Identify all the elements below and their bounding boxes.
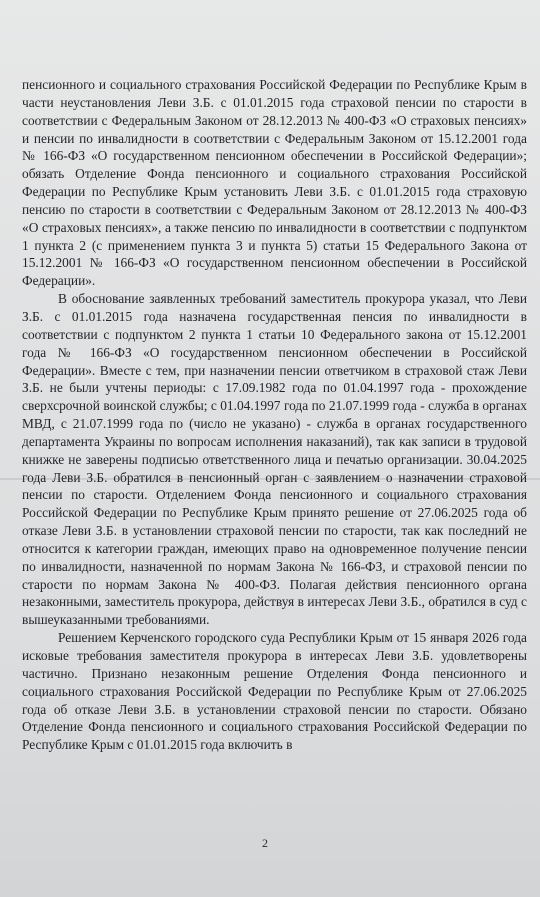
paragraph-continuation: пенсионного и социального страхования Российской Федерации по Республике Крым в части неустановления Леви З.Б. с 01.01.2015 года страховой пенсии по старости в соответствии с Федеральным Законом от 28.12.2013 № 400-ФЗ «О страховых пенсиях» и пенсии по инвалидности в соответствии с Федеральным Законом от 15.12.2001 года № 166-ФЗ «О государственном пенсионном обеспечении в Российской Федерации»; обязать Отделение Фонда пенсионного и социального страхования Российской Федерации по Республике Крым установить Леви З.Б. с 01.01.2015 года страховую пенсию по старости в соответствии с Федеральным Законом от 28.12.2013 № 400-ФЗ «О страховых пенсиях», а также пенсию по инвалидности в соответствии с подпунктом 1 пункта 2 (с применением пункта 3 и пункта 5) статьи 15 Федерального Закона от 15.12.2001 № 166-ФЗ «О государственном пенсионном обеспечении в Российской Федерации». — [22, 77, 527, 289]
paragraph-grounds: В обоснование заявленных требований заместитель прокурора указал, что Леви З.Б. с 01.01.2015 года назначена государственная пенсия по инвалидности в соответствии с подпунктом 2 пункта 1 статьи 10 Федерального закона от 15.12.2001 года № 166-ФЗ «О государственном пенсионном обеспечении в Российской Федерации». Вместе с тем, при назначении пенсии ответчиком в страховой стаж Леви З.Б. не были учтены периоды: с 17.09.1982 года по 01.04.1997 года - прохождение сверхсрочной воинской службы; с 01.04.1997 года по 21.07.1999 года - служба в органах МВД, с 21.07.1999 года по (число не указано) - служба в органах государственного департамента Украины по вопросам исполнения наказаний), так как записи в трудовой книжке не заверены подписью ответственного лица и печатью организации. 30.04.2025 года Леви З.Б. обратился в пенсионный орган с заявлением о назначении страховой пенсии по старости. Отделением Фонда пенсионного и социального страхования Российской Федерации по Республике Крым принято решение от 27.06.2025 года об отказе Леви З.Б. в установлении страховой пенсии по старости, так как последний не относится к категории граждан, имеющих право на одновременное получение пенсии по инвалидности, назначенной по нормам Закона № 166-ФЗ, и страховой пенсии по старости по нормам Закона № 400-ФЗ. Полагая действия пенсионного органа незаконными, заместитель прокурора, действуя в интересах Леви З.Б., обратился в суд с вышеуказанными требованиями. — [22, 291, 527, 628]
document-body — [22, 76, 527, 754]
page-number: 2 — [262, 836, 268, 850]
paragraph-court-decision: Решением Керченского городского суда Республики Крым от 15 января 2026 года исковые требования заместителя прокурора в интересах Леви З.Б. удовлетворены частично. Признано незаконным решение Отделения Фонда пенсионного и социального страхования Российской Федерации по Республике Крым от 27.06.2025 года об отказе Леви З.Б. в установлении страховой пенсии по старости. Обязано Отделение Фонда пенсионного и социального страхования Российской Федерации по Республике Крым с 01.01.2015 года включить в — [22, 630, 527, 753]
